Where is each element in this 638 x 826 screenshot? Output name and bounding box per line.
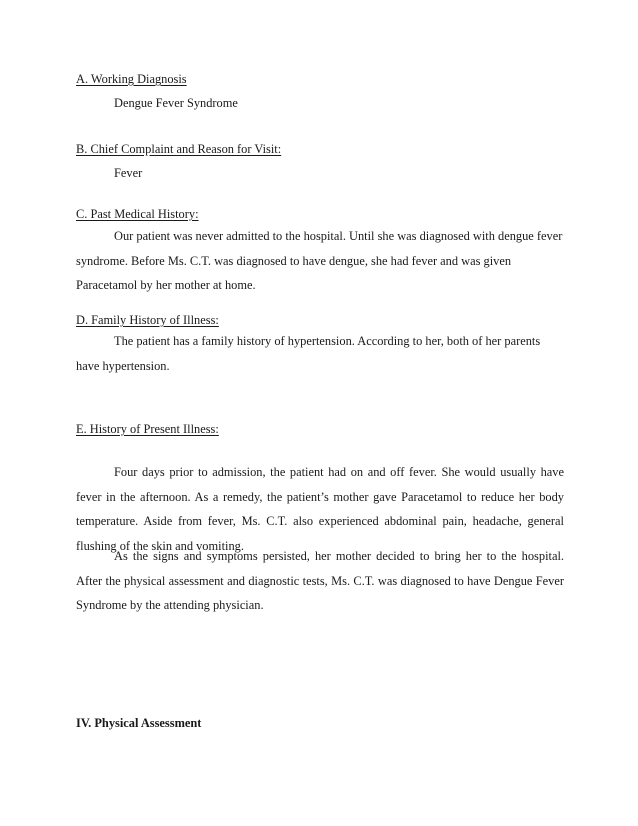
heading-chief-complaint: B. Chief Complaint and Reason for Visit: bbox=[76, 142, 282, 156]
section-title-physical-assessment: IV. Physical Assessment bbox=[76, 716, 202, 730]
present-illness-text-1: Four days prior to admission, the patient had on and off fever. She would usually have fever in the afternoon. As a remedy, the patient’s mother gave Paracetamol to reduce her body temperature. Aside from fever, Ms. C.T. also experienced abdominal pain, headache, general flushing of the skin and vomiting. bbox=[76, 465, 564, 553]
chief-complaint-text: Fever bbox=[114, 166, 143, 180]
heading-family-history: D. Family History of Illness: bbox=[76, 313, 219, 327]
working-diagnosis-text: Dengue Fever Syndrome bbox=[114, 96, 238, 110]
heading-history-present-illness: E. History of Present Illness: bbox=[76, 422, 219, 436]
heading-working-diagnosis: A. Working Diagnosis bbox=[76, 72, 187, 86]
past-medical-history-paragraph bbox=[76, 224, 564, 298]
present-illness-text-2: As the signs and symptoms persisted, her mother decided to bring her to the hospital. After the physical assessment and diagnostic tests, Ms. C.T. was diagnosed to have Dengue Fever Syndrome by the attending physician. bbox=[76, 549, 564, 612]
family-history-paragraph bbox=[76, 329, 564, 378]
past-medical-history-text: Our patient was never admitted to the hospital. Until she was diagnosed with dengue fever syndrome. Before Ms. C.T. was diagnosed to have dengue, she had fever and was given Paracetamol by her mother at home. bbox=[76, 229, 563, 292]
family-history-text: The patient has a family history of hypertension. According to her, both of her parents have hypertension. bbox=[76, 334, 541, 373]
present-illness-paragraph-2 bbox=[76, 544, 564, 618]
heading-past-medical-history: C. Past Medical History: bbox=[76, 207, 199, 221]
